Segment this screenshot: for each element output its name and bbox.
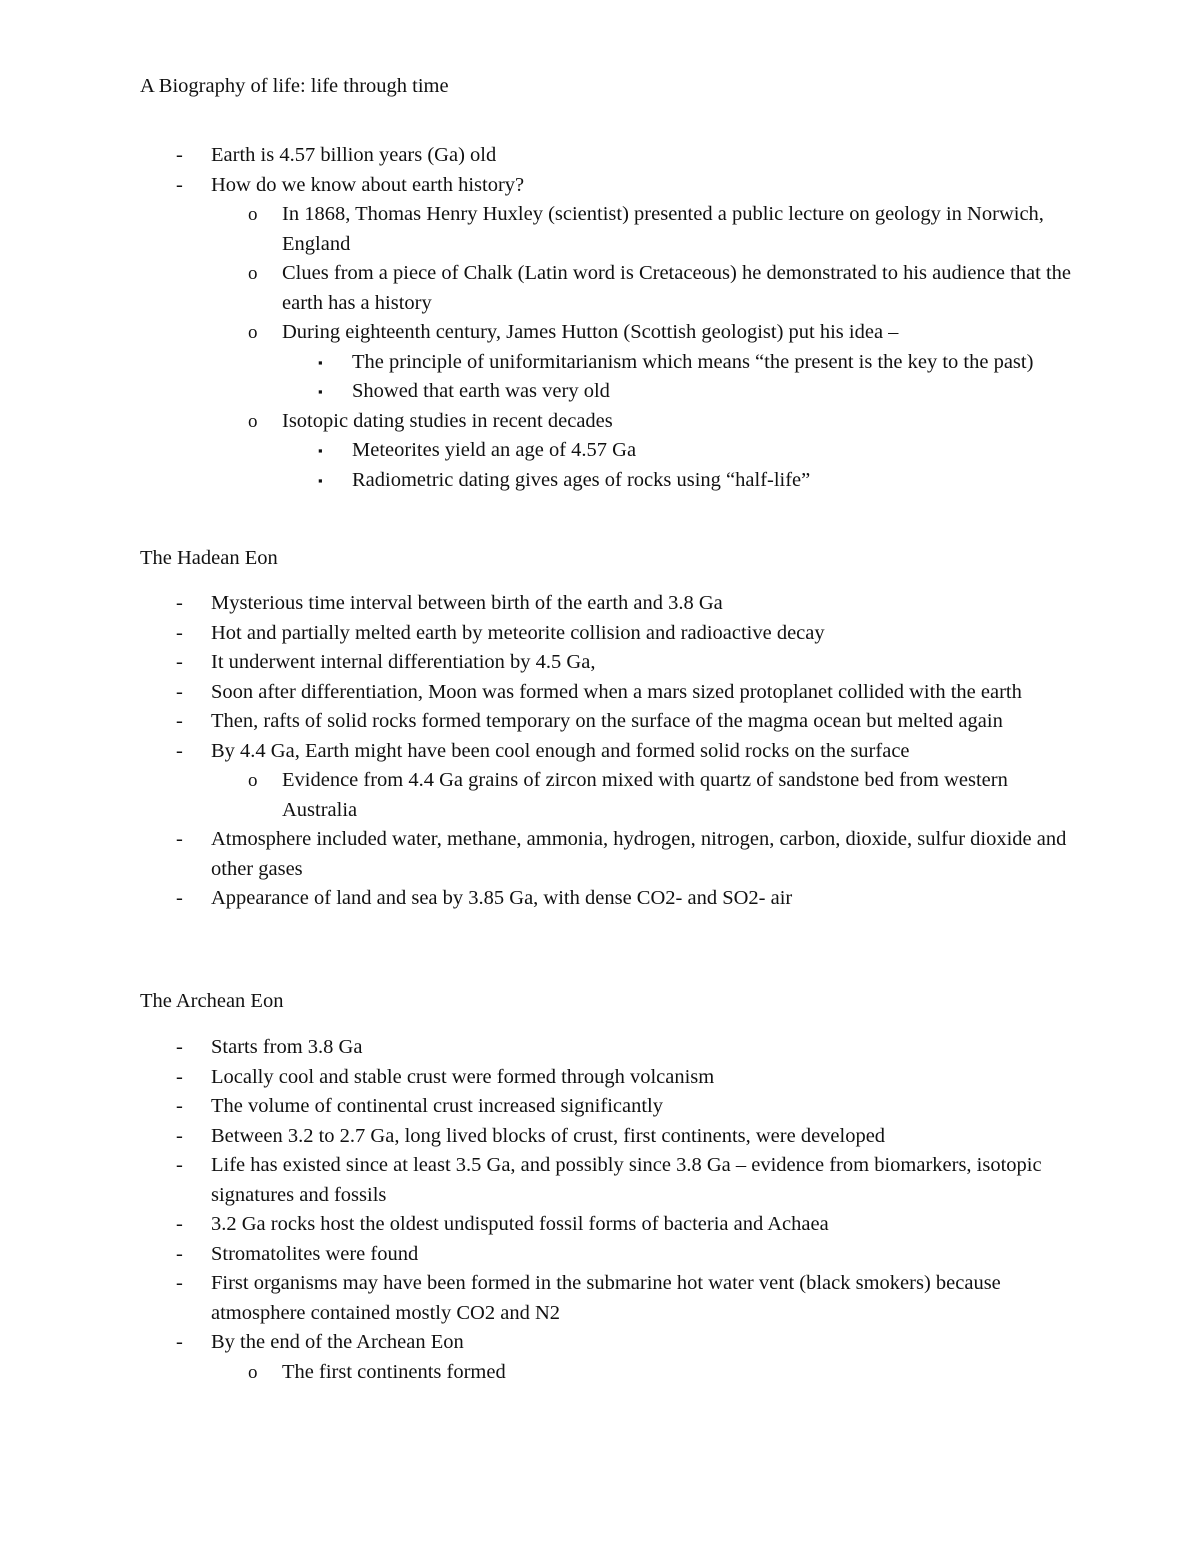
sub-sub-list-item: ▪ Radiometric dating gives ages of rocks using “half-life” — [0, 466, 1072, 496]
dash-bullet: - — [176, 1242, 183, 1265]
square-bullet: ▪ — [318, 472, 323, 488]
list-item: - The volume of continental crust increased significantly — [0, 1092, 1071, 1122]
dash-bullet: - — [176, 651, 183, 673]
list-item: - Atmosphere included water, methane, ammonia, hydrogen, nitrogen, carbon, dioxide, sulfur dioxide and other gases — [0, 825, 1071, 884]
sub-sub-list-item: ▪ Showed that earth was very old — [0, 377, 1072, 407]
circle-bullet: o — [248, 1361, 258, 1383]
sub-list-item: o During eighteenth century, James Hutton (Scottish geologist) put his idea – — [0, 318, 1072, 348]
circle-bullet: o — [248, 263, 258, 284]
dash-bullet: - — [176, 592, 183, 614]
list-item: - Hot and partially melted earth by meteorite collision and radioactive decay — [0, 619, 1071, 649]
sub-list-item: o Evidence from 4.4 Ga grains of zircon mixed with quartz of sandstone bed from western Australia — [0, 766, 1072, 825]
sub-list-item: o Clues from a piece of Chalk (Latin word is Cretaceous) he demonstrated to his audience that the earth has a history — [0, 259, 1072, 318]
list-item: - By the end of the Archean Eon — [0, 1328, 1071, 1358]
list-item: - Locally cool and stable crust were formed through volcanism — [0, 1063, 1071, 1093]
dash-bullet: - — [176, 1272, 183, 1294]
dash-bullet: - — [176, 828, 183, 850]
dash-bullet: - — [176, 1154, 183, 1176]
sub-sub-list-item: ▪ The principle of uniformitarianism which means “the present is the key to the past) — [0, 348, 1072, 378]
list-item: - Between 3.2 to 2.7 Ga, long lived blocks of crust, first continents, were developed — [0, 1122, 1071, 1152]
list-item: - Then, rafts of solid rocks formed temporary on the surface of the magma ocean but melted again — [0, 707, 1071, 737]
sub-list-item: o In 1868, Thomas Henry Huxley (scientist) presented a public lecture on geology in Norwich, England — [0, 200, 1072, 259]
list-item: - Stromatolites were found — [0, 1240, 1071, 1270]
dash-bullet: - — [176, 1095, 183, 1117]
circle-bullet: o — [248, 204, 258, 225]
hadean-list — [0, 589, 1200, 914]
list-item: - Soon after differentiation, Moon was formed when a mars sized protoplanet collided with the earth — [0, 678, 1071, 708]
section-heading-archean: The Archean Eon — [140, 990, 284, 1012]
dash-bullet: - — [176, 1065, 183, 1088]
dash-bullet: - — [176, 1331, 183, 1353]
section-heading-hadean: The Hadean Eon — [140, 547, 278, 569]
list-item: - Mysterious time interval between birth of the earth and 3.8 Ga — [0, 589, 1071, 619]
dash-bullet: - — [176, 144, 183, 166]
list-item: - Earth is 4.57 billion years (Ga) old — [0, 141, 1071, 171]
list-item: - Starts from 3.8 Ga — [0, 1033, 1071, 1063]
list-item: - Appearance of land and sea by 3.85 Ga, with dense CO2- and SO2- air — [0, 884, 1071, 914]
dash-bullet: - — [176, 710, 183, 732]
dash-bullet: - — [176, 739, 183, 762]
list-item: - Life has existed since at least 3.5 Ga, and possibly since 3.8 Ga – evidence from biomarkers, isotopic signatures and fossils — [0, 1151, 1071, 1210]
list-item: - 3.2 Ga rocks host the oldest undisputed fossil forms of bacteria and Achaea — [0, 1210, 1071, 1240]
dash-bullet: - — [176, 1036, 183, 1058]
circle-bullet: o — [248, 410, 258, 432]
square-bullet: ▪ — [318, 443, 323, 458]
list-item: - First organisms may have been formed in the submarine hot water vent (black smokers) because atmosphere contained mostly CO2 and N2 — [0, 1269, 1071, 1328]
sub-sub-list-item: ▪ Meteorites yield an age of 4.57 Ga — [0, 436, 1072, 466]
square-bullet: ▪ — [318, 384, 323, 399]
intro-list — [0, 141, 1200, 495]
list-item: - It underwent internal differentiation by 4.5 Ga, — [0, 648, 1071, 678]
sub-list-item: o Isotopic dating studies in recent decades — [0, 407, 1072, 437]
circle-bullet: o — [248, 322, 258, 343]
archean-list — [0, 1033, 1200, 1387]
dash-bullet: - — [176, 887, 183, 909]
sub-list-item: o The first continents formed — [0, 1358, 1072, 1388]
dash-bullet: - — [176, 1213, 183, 1235]
list-item: - By 4.4 Ga, Earth might have been cool enough and formed solid rocks on the surface — [0, 737, 1071, 767]
dash-bullet: - — [176, 621, 183, 644]
dash-bullet: - — [176, 1124, 183, 1147]
list-item: - How do we know about earth history? — [0, 171, 1071, 201]
circle-bullet: o — [248, 770, 258, 791]
document-title: A Biography of life: life through time — [140, 75, 449, 97]
square-bullet: ▪ — [318, 354, 323, 370]
dash-bullet: - — [176, 173, 183, 196]
dash-bullet: - — [176, 680, 183, 703]
